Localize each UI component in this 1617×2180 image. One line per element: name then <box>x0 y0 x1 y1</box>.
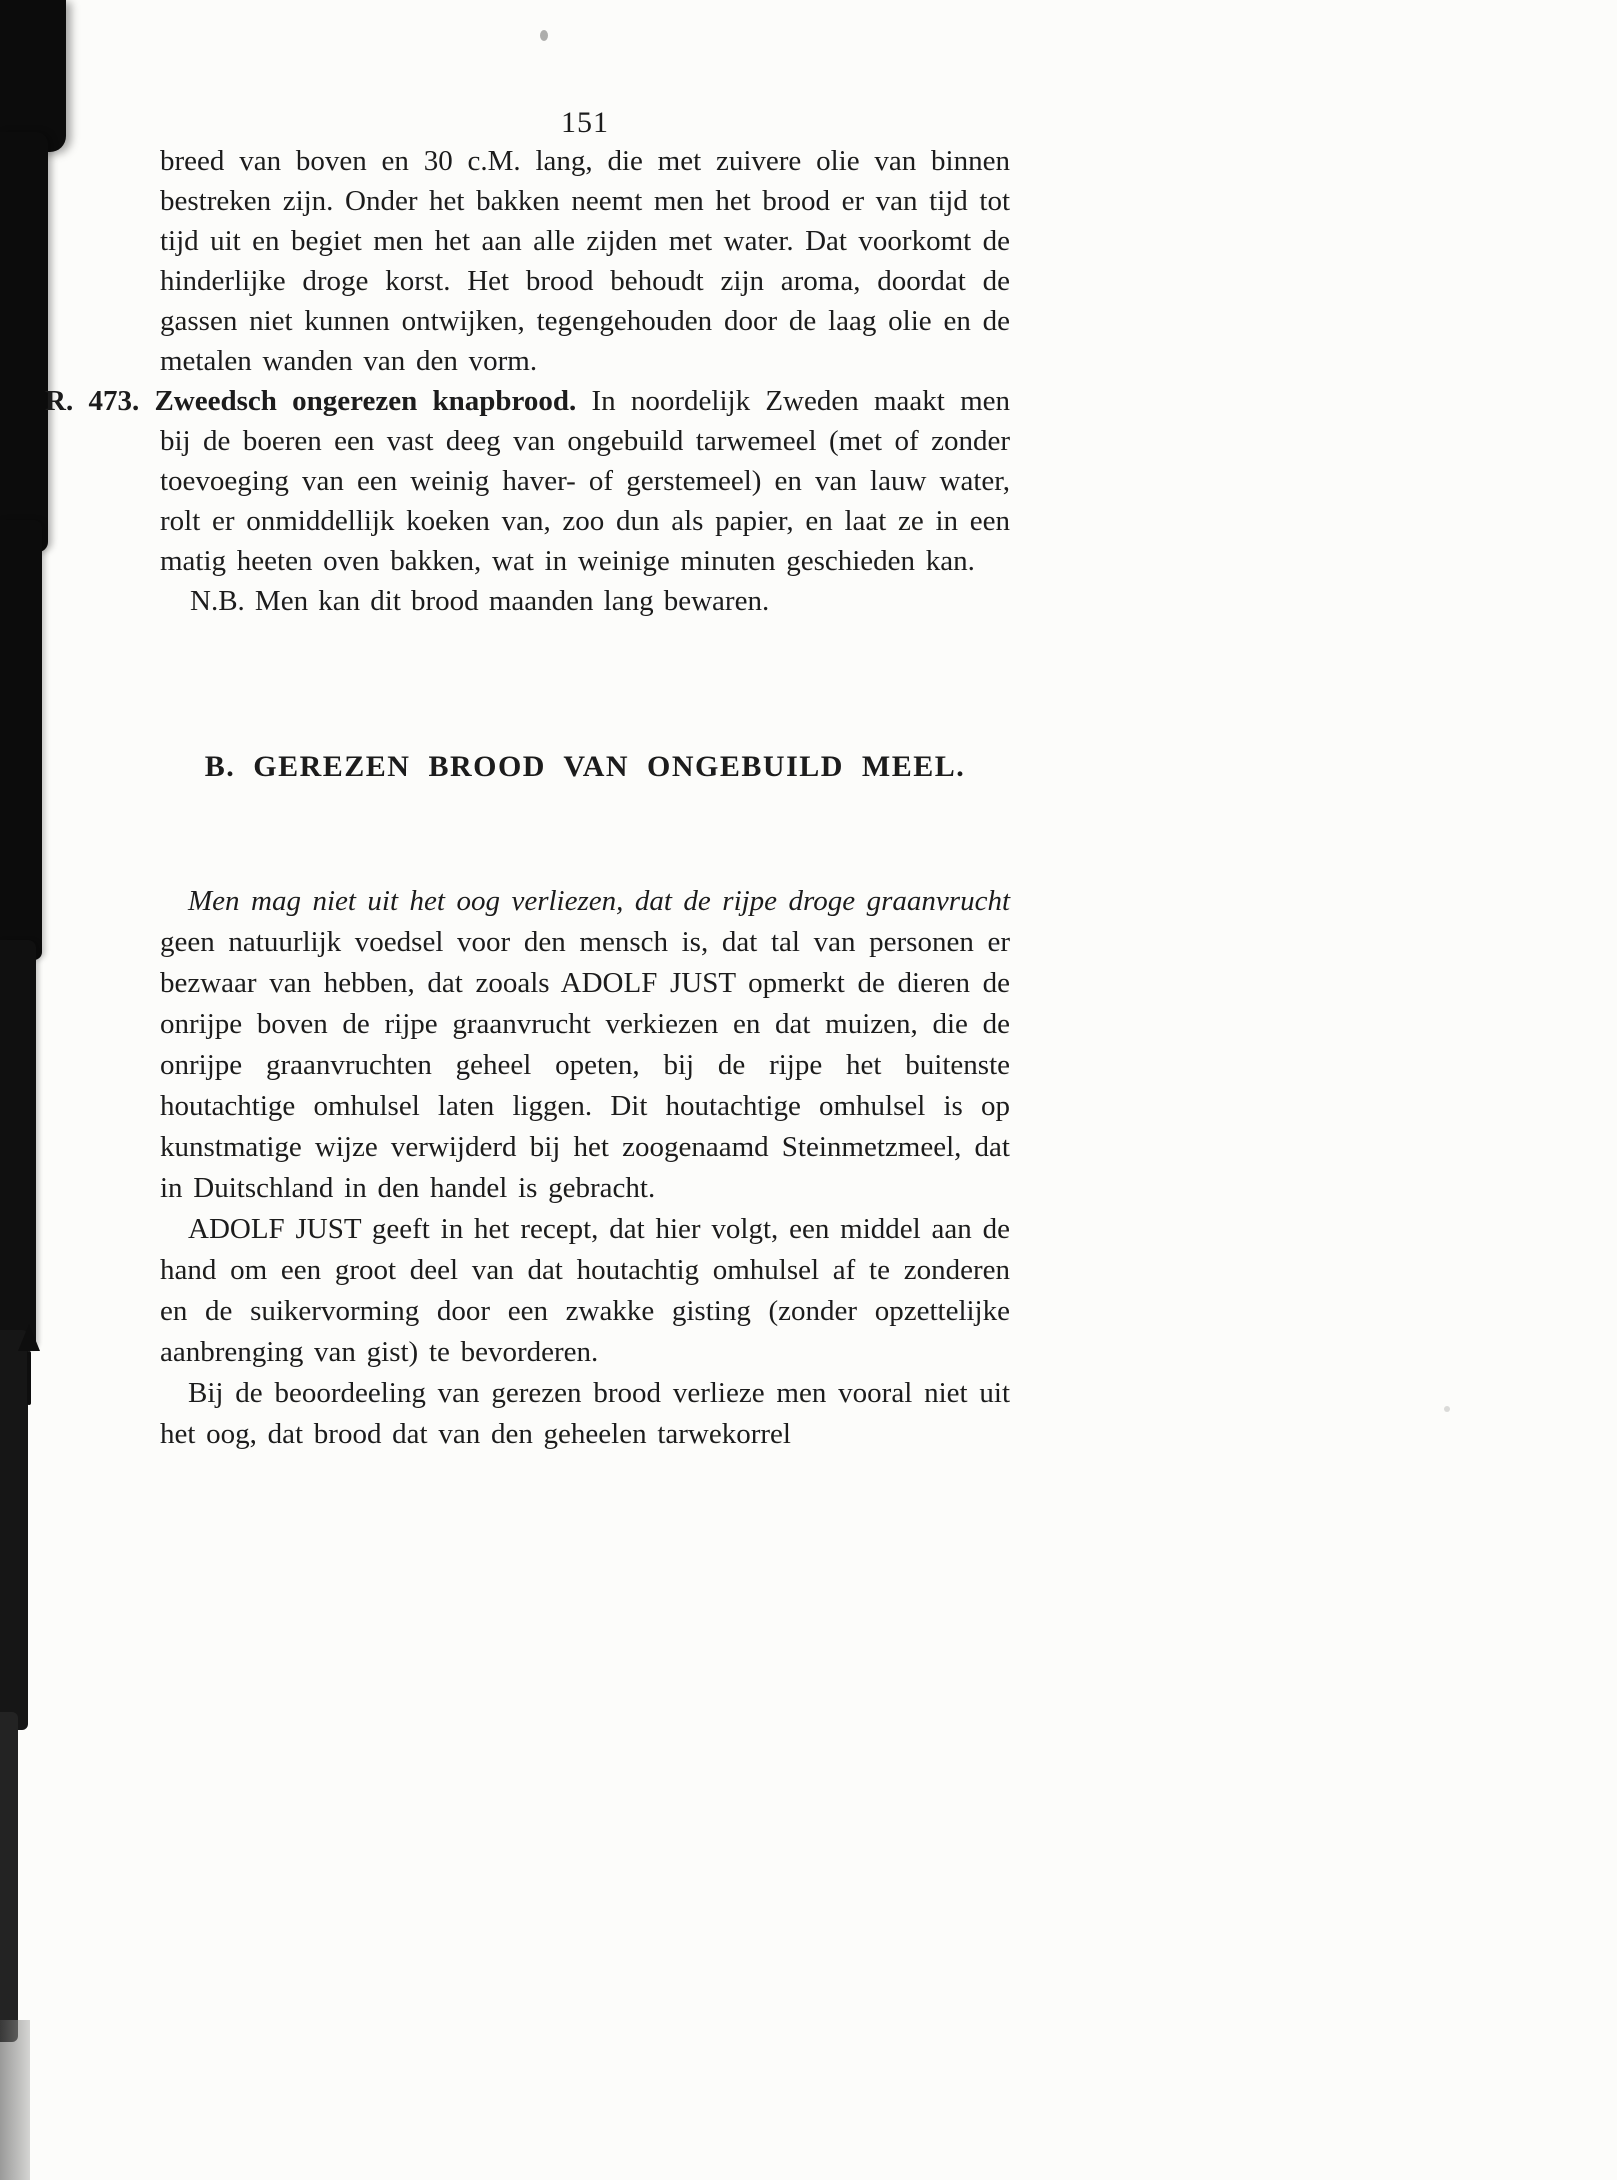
edge-band-segment <box>0 940 36 1350</box>
recipe-note: N.B. Men kan dit brood maanden lang bewaren. <box>190 585 770 617</box>
recipe-body-text: In noordelijk Zweden maakt men bij de boeren een vast deeg van ongebuild tarwemeel (met of zonder toevoeging van een weinig haver- of gerstemeel) en van lauw water, rolt er onmiddellijk koeken van, zoo dun als papier, en laat ze in een matig heeten oven bakken, wat in weinige minuten geschieden kan. <box>160 385 1010 577</box>
section-heading: B. GEREZEN BROOD VAN ONGEBUILD MEEL. <box>204 750 966 783</box>
recipe-continuation-paragraph: breed van boven en 30 c.M. lang, die met zuivere olie van binnen bestreken zijn. Onder het bakken neemt men het brood er van tijd tot tijd uit en begiet men het aan alle zijden met water. Dat voorkomt de hinderlijke droge korst. Het brood behoudt zijn aroma, doordat de gassen niet kunnen ontwijken, tegengehouden door de laag olie en de metalen wanden van den vorm. <box>160 145 1010 377</box>
page-number: 151 <box>561 106 609 139</box>
scan-speck <box>540 30 548 41</box>
recipe-title: Zweedsch ongerezen knapbrood. <box>154 385 577 417</box>
page-content <box>45 105 1010 1455</box>
body-paragraph-2: ADOLF JUST geeft in het recept, dat hier volgt, een middel aan de hand om een groot deel van dat houtachtig omhulsel af te zonderen en de suikervorming door een zwakke gisting (zonder opzettelijke aanbrenging van gist) te bevorderen. <box>160 1213 1010 1368</box>
pen-arrow-mark <box>18 1324 40 1405</box>
edge-band-segment <box>0 520 42 960</box>
recipe-number-label: R. 473. <box>45 385 140 417</box>
arrow-tail <box>27 1351 31 1405</box>
body-paragraph-1-rest: geen natuurlijk voedsel voor den mensch is, dat tal van personen er bezwaar van hebben, dat zooals ADOLF JUST opmerkt de dieren de onrijpe boven de rijpe graanvrucht verkiezen en dat muizen, die de onrijpe graanvruchten geheel opeten, bij de rijpe het buitenste houtachtige omhulsel laten liggen. Dit houtachtige omhulsel is op kunstmatige wijze verwijderd bij het zoogenaamd Steinmetzmeel, dat in Duitschland in den handel is gebracht. <box>160 926 1010 1204</box>
edge-band-segment <box>0 132 48 552</box>
body-paragraph-3: Bij de beoordeeling van gerezen brood verlieze men vooral niet uit het oog, dat brood dat van den geheelen tarwekorrel <box>160 1377 1010 1450</box>
edge-band-segment <box>0 0 66 152</box>
edge-band-segment <box>0 2020 30 2180</box>
italic-lead-phrase: Men mag niet uit het oog verliezen, dat de rijpe droge graanvrucht <box>188 885 1010 917</box>
recipe-entry-473 <box>45 381 1010 581</box>
arrow-up-icon <box>18 1324 40 1351</box>
edge-band-segment <box>0 1712 18 2042</box>
body-paragraph-1 <box>160 881 1010 1209</box>
scan-speck <box>1444 1406 1450 1412</box>
